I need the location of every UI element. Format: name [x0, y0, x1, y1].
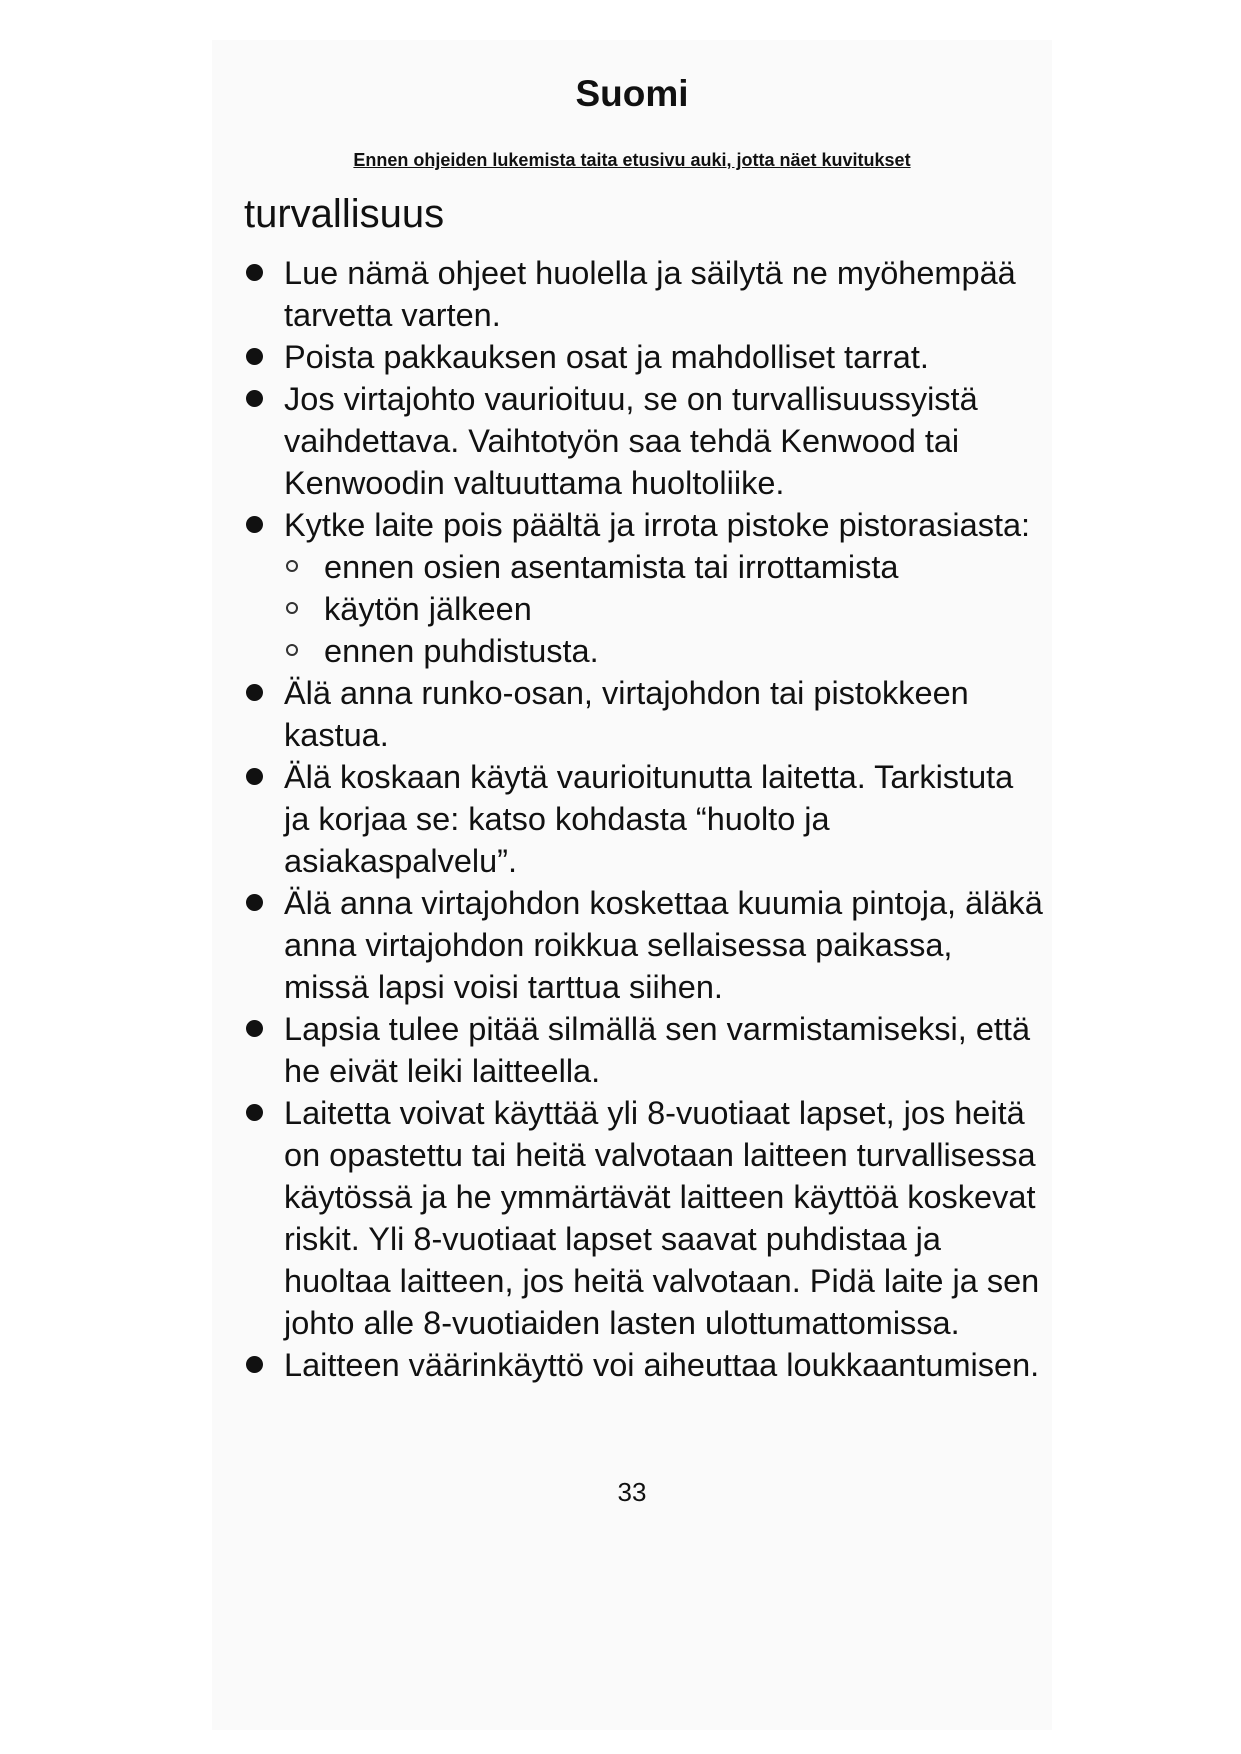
bullet-icon: [246, 1104, 263, 1121]
list-item: [244, 378, 1044, 504]
list-item: [244, 756, 1044, 882]
bullet-icon: [246, 390, 263, 407]
document-page: [212, 40, 1052, 1730]
safety-list: [244, 252, 1044, 1386]
list-item: [244, 1092, 1044, 1344]
bullet-icon: [246, 348, 263, 365]
list-item-text: Älä anna runko-osan, virtajohdon tai pistokkeen kastua.: [284, 675, 969, 753]
page-number: 33: [617, 1477, 647, 1507]
sub-list-item: [284, 588, 1044, 630]
sub-list-item-text: ennen osien asentamista tai irrottamista: [324, 549, 899, 585]
section-heading: turvallisuus: [244, 192, 445, 236]
hollow-bullet-icon: [286, 602, 298, 614]
intro-note: Ennen ohjeiden lukemista taita etusivu auki, jotta näet kuvitukset: [353, 150, 911, 170]
bullet-icon: [246, 264, 263, 281]
sub-list-item: [284, 546, 1044, 588]
list-item: [244, 504, 1044, 672]
bullet-icon: [246, 768, 263, 785]
list-item-text: Älä anna virtajohdon koskettaa kuumia pintoja, äläkä anna virtajohdon roikkua sellaisessa paikassa, missä lapsi voisi tarttua siihen.: [284, 885, 1043, 1005]
list-item-text: Poista pakkauksen osat ja mahdolliset tarrat.: [284, 339, 929, 375]
list-item: [244, 1008, 1044, 1092]
sub-list-item-text: ennen puhdistusta.: [324, 633, 599, 669]
list-item-text: Lapsia tulee pitää silmällä sen varmistamiseksi, että he eivät leiki laitteella.: [284, 1011, 1031, 1089]
list-item-text: Jos virtajohto vaurioituu, se on turvallisuussyistä vaihdettava. Vaihtotyön saa tehdä Kenwood tai Kenwoodin valtuuttama huoltoliike.: [284, 381, 978, 501]
sub-list: [284, 546, 1044, 672]
page-title: Suomi: [575, 73, 689, 114]
list-item: [244, 672, 1044, 756]
bullet-icon: [246, 684, 263, 701]
bullet-icon: [246, 894, 263, 911]
list-item-text: Älä koskaan käytä vaurioitunutta laitetta. Tarkistuta ja korjaa se: katso kohdasta “huolto ja asiakaspalvelu”.: [284, 759, 1014, 879]
hollow-bullet-icon: [286, 644, 298, 656]
bullet-icon: [246, 1356, 263, 1373]
list-item: [244, 252, 1044, 336]
list-item: [244, 882, 1044, 1008]
list-item-text: Laitetta voivat käyttää yli 8-vuotiaat lapset, jos heitä on opastettu tai heitä valvotaan laitteen turvallisessa käytössä ja he ymmärtävät laitteen käyttöä koskevat riskit. Yli 8-vuotiaat lapset saavat puhdistaa ja huoltaa laitteen, jos heitä valvotaan. Pidä laite ja sen johto alle 8-vuotiaiden lasten ulottumattomissa.: [284, 1095, 1040, 1341]
list-item: [244, 1344, 1044, 1386]
list-item-text: Lue nämä ohjeet huolella ja säilytä ne myöhempää tarvetta varten.: [284, 255, 1016, 333]
list-item: [244, 336, 1044, 378]
sub-list-item-text: käytön jälkeen: [324, 591, 532, 627]
sub-list-item: [284, 630, 1044, 672]
list-item-text: Kytke laite pois päältä ja irrota pistoke pistorasiasta:: [284, 507, 1031, 543]
hollow-bullet-icon: [286, 560, 298, 572]
bullet-icon: [246, 1020, 263, 1037]
bullet-icon: [246, 516, 263, 533]
list-item-text: Laitteen väärinkäyttö voi aiheuttaa loukkaantumisen.: [284, 1347, 1040, 1383]
